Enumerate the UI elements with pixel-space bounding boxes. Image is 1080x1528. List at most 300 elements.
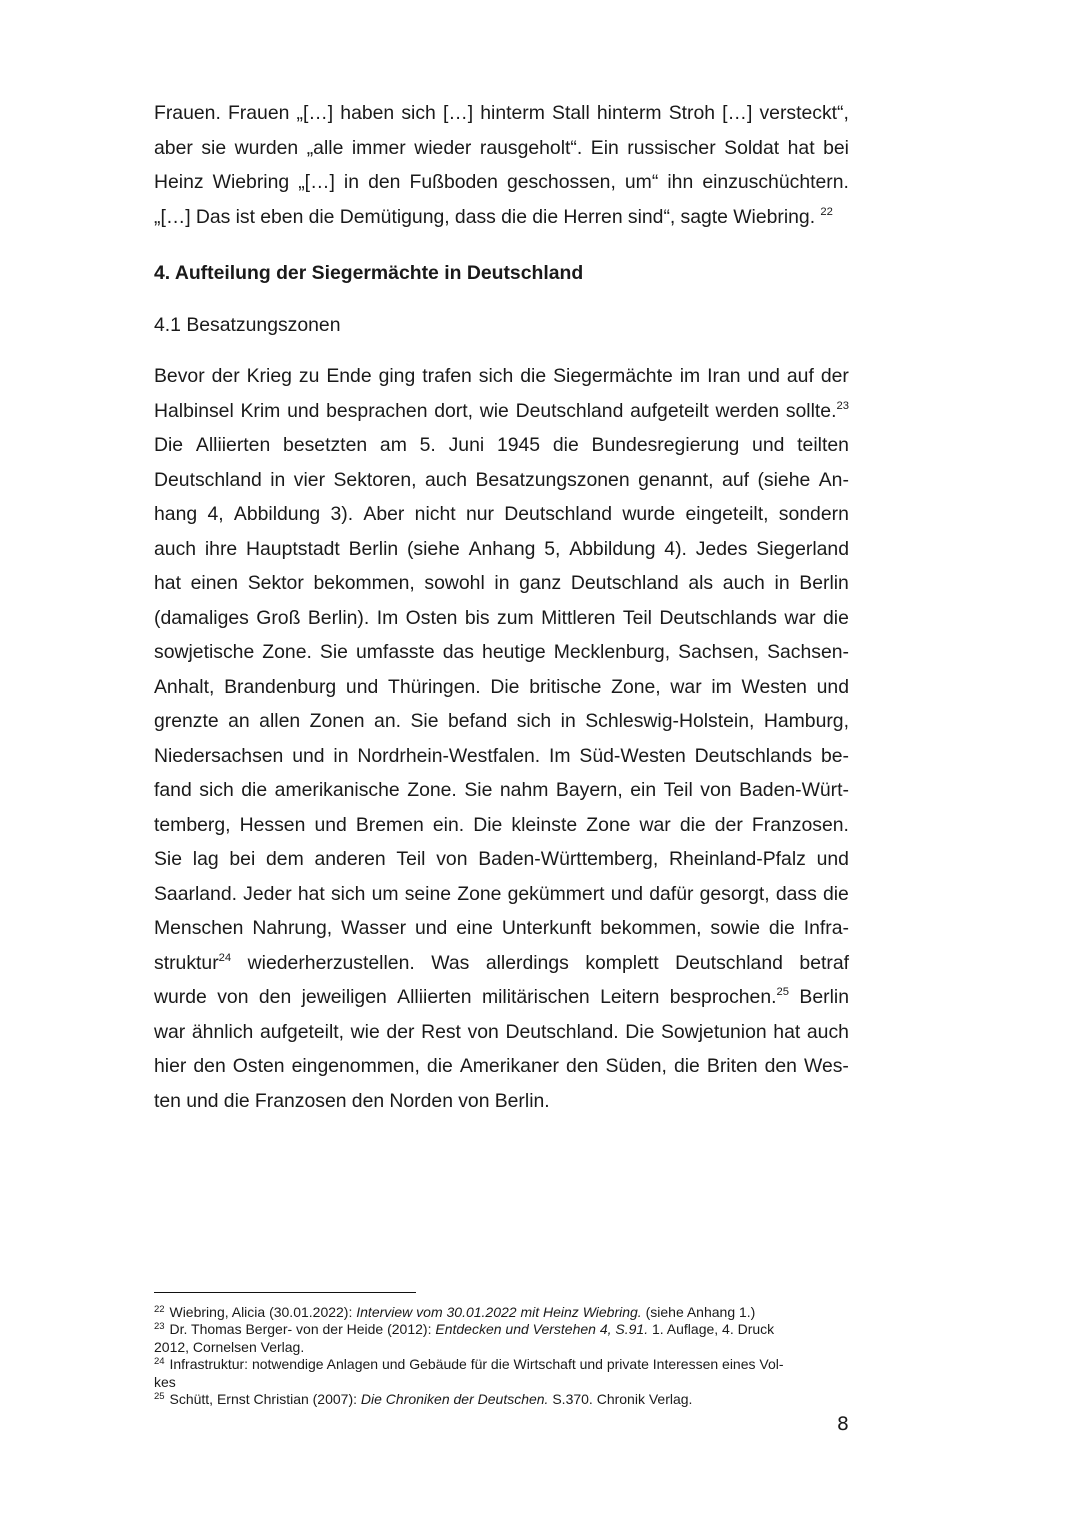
word: die — [822, 882, 849, 905]
word: und — [816, 675, 849, 698]
word: war — [784, 606, 816, 629]
word: Westen — [741, 675, 807, 698]
text-line — [154, 739, 849, 774]
word: besprochen. — [669, 986, 777, 1008]
word: Deutschland — [570, 572, 679, 594]
word: und — [610, 882, 644, 905]
word: aufgeteilt — [630, 399, 709, 422]
word: dass — [454, 205, 496, 228]
footnote-ref: 25 — [776, 986, 790, 999]
word: versteckt“, — [759, 102, 849, 124]
word: Teil — [622, 606, 652, 629]
word: zum — [497, 606, 534, 629]
word: im — [679, 365, 701, 387]
word: „alle — [306, 136, 344, 159]
word: Wasser — [341, 917, 407, 939]
word: und — [345, 675, 379, 698]
word: eine — [456, 917, 493, 939]
word: 5. — [419, 434, 436, 456]
word: die — [768, 917, 795, 939]
word: wie — [350, 1020, 380, 1043]
word: Nordrhein-Westfalen. — [357, 744, 541, 767]
word: wurden — [234, 136, 299, 159]
word: ihre — [204, 537, 238, 560]
word: Sektor — [247, 572, 304, 594]
word: komplett — [585, 951, 659, 974]
word: Thüringen. — [387, 675, 481, 698]
word: sagte — [680, 205, 728, 228]
word: britische — [529, 675, 602, 698]
word: Deutschland — [515, 399, 624, 422]
word: auf — [722, 468, 749, 491]
word: temberg, — [154, 813, 231, 836]
word: auch — [154, 537, 197, 560]
word: allerdings — [485, 951, 569, 974]
word: im — [711, 675, 732, 698]
word: „[…] — [154, 205, 191, 228]
text-line — [154, 359, 849, 394]
word: Bevor — [154, 365, 205, 387]
word: um“ — [624, 171, 659, 193]
word: (siehe — [757, 468, 811, 491]
word: sich — [401, 102, 436, 124]
word: sie — [201, 136, 227, 159]
word: Berlin. — [494, 1089, 550, 1112]
word: 5, — [544, 537, 561, 560]
word: wie — [479, 399, 509, 422]
word: Nahrung, — [252, 917, 333, 939]
word: besprachen — [326, 399, 428, 422]
word: befand — [447, 710, 508, 732]
word: amerikanische — [274, 779, 400, 801]
word: Anhalt, — [154, 675, 215, 698]
word: 4). — [664, 537, 687, 560]
word: Abbildung — [233, 503, 321, 525]
word: sondern — [778, 503, 849, 525]
word: sowohl — [424, 572, 485, 594]
word: militärischen — [481, 986, 590, 1008]
word: auch — [806, 1020, 849, 1043]
word: bei — [229, 848, 256, 870]
word: dafür — [649, 882, 694, 905]
word: Sektoren, — [333, 468, 417, 491]
word: Unterkunft — [501, 917, 592, 939]
text-line — [154, 200, 849, 235]
word: Deutschland — [154, 468, 262, 491]
word: Amerikaner — [459, 1055, 559, 1077]
word: die — [426, 1055, 453, 1077]
word: Im — [376, 606, 399, 629]
text-line — [154, 566, 849, 601]
word: Abbildung — [569, 537, 656, 560]
word: ein. — [432, 813, 465, 836]
text-line — [154, 165, 849, 200]
word: werden — [715, 399, 780, 422]
text-line — [154, 946, 849, 981]
word: dort, — [434, 399, 474, 422]
footnote-number: 24 — [154, 1355, 165, 1367]
word: rausgeholt“. — [479, 136, 583, 159]
text-line — [154, 1015, 849, 1050]
word: teilten — [797, 434, 849, 456]
word: und — [287, 399, 320, 422]
word: nur — [465, 503, 494, 525]
word: Ein — [590, 136, 619, 159]
word: fand — [154, 779, 192, 801]
footnote-number: 23 — [154, 1321, 165, 1333]
word: Iran — [707, 365, 741, 387]
word: eingenommen, — [291, 1055, 420, 1077]
word: Stall — [552, 102, 590, 124]
paragraph-1 — [154, 96, 849, 234]
word: einen — [190, 572, 239, 594]
footnote-25: $^{25}$ Schütt, Ernst Christian (2007): Die Chroniken der Deutschen. S.370. Chronik Verlag. — [154, 1390, 693, 1408]
word: sich — [330, 882, 366, 905]
word: Das — [195, 205, 231, 228]
word: auf — [786, 365, 814, 387]
word: Wes- — [804, 1055, 849, 1077]
text-line — [154, 463, 849, 498]
word: zu — [298, 365, 320, 387]
word: Bundesregierung — [591, 434, 740, 456]
word: in — [343, 171, 359, 193]
word: russischer — [627, 136, 716, 159]
word: Groß — [256, 606, 301, 629]
word: die — [679, 813, 706, 836]
text-line — [154, 394, 849, 429]
word: Die — [473, 813, 503, 836]
word: Zone. — [262, 641, 312, 663]
word: wurde — [622, 503, 676, 525]
word: Deutschland — [504, 503, 613, 525]
word: „[…] — [296, 102, 334, 124]
text-line — [154, 601, 849, 636]
word: gekümmert — [507, 882, 605, 905]
word: Berlin — [799, 572, 849, 594]
footnote-number: 25 — [154, 1390, 165, 1402]
word: das — [442, 641, 474, 663]
page-body — [154, 96, 849, 1118]
word: Zone — [586, 813, 631, 836]
word: als — [688, 572, 714, 594]
word: und — [816, 848, 849, 870]
word: und — [747, 365, 780, 387]
word: Teil — [396, 848, 426, 870]
footnote-ref: 22 — [820, 205, 833, 218]
word: (siehe — [406, 537, 460, 560]
word: An- — [818, 468, 849, 491]
text-line — [154, 1049, 849, 1084]
word: aufgeteilt, — [259, 1020, 345, 1043]
word: Infra- — [803, 917, 849, 939]
word: die — [308, 205, 335, 228]
word: war — [670, 675, 702, 698]
word-with-ref — [733, 200, 833, 235]
word: Halbinsel — [154, 399, 234, 422]
word: jeweiligen — [301, 986, 387, 1008]
word: Sachsen, — [678, 641, 760, 663]
text-line — [154, 670, 849, 705]
text-line — [154, 842, 849, 877]
word: trafen — [422, 365, 472, 387]
word: bei — [823, 136, 849, 159]
word: die — [552, 434, 579, 456]
word: in — [270, 468, 286, 491]
word: Brandenburg — [224, 675, 337, 698]
word: Die — [490, 675, 520, 698]
footnotes — [154, 1304, 849, 1408]
word: Norden — [389, 1089, 453, 1112]
word: hier — [154, 1055, 187, 1077]
word: und — [752, 434, 785, 456]
word: struktur — [154, 951, 219, 974]
text-line — [154, 428, 849, 463]
text-line — [154, 497, 849, 532]
word: den — [351, 1089, 385, 1112]
word: Saarland. — [154, 882, 238, 905]
footnote-separator — [154, 1292, 416, 1293]
text-line — [154, 808, 849, 843]
word: die — [501, 205, 527, 228]
word: immer — [351, 136, 406, 159]
word: Alliierten — [397, 986, 472, 1008]
word: 3). — [330, 503, 354, 525]
word: bekommen, — [600, 917, 702, 939]
word: Mecklenburg, — [553, 641, 671, 663]
word: betraf — [799, 951, 849, 974]
text-line — [154, 704, 849, 739]
word: Herren — [563, 205, 623, 228]
word: 4, — [207, 503, 224, 525]
word: Deutschland — [675, 951, 783, 974]
word: und — [186, 1089, 219, 1112]
word: der — [386, 1020, 415, 1043]
word: und — [414, 917, 448, 939]
word: in — [494, 572, 510, 594]
word: dem — [266, 848, 304, 870]
word: den — [193, 1055, 226, 1077]
page-number: 8 — [836, 1413, 849, 1435]
text-line — [154, 773, 849, 808]
word: die — [241, 779, 268, 801]
word: Hamburg, — [763, 710, 849, 732]
word: war — [154, 1020, 186, 1043]
word: Süd-Westen — [579, 744, 686, 767]
text-line — [154, 911, 849, 946]
word: Stroh — [668, 102, 716, 124]
word: Franzosen — [254, 1089, 347, 1112]
word: Deutschlands — [694, 744, 813, 767]
word: und — [314, 813, 347, 836]
word: den — [566, 1055, 599, 1077]
paragraph-2 — [154, 359, 849, 1118]
word: sich — [478, 365, 514, 387]
word: Heinz — [154, 171, 204, 193]
footnote-24: $^{24}$ Infrastruktur: notwendige Anlagen und Gebäude für die Wirtschaft und private Interessen eines Vol- kes — [154, 1355, 784, 1390]
word: anderen — [314, 848, 386, 870]
word: am — [379, 434, 407, 456]
word: aber — [154, 136, 193, 159]
word: Frauen — [227, 102, 290, 124]
word: Schleswig-Holstein, — [585, 710, 755, 732]
word: haben — [340, 102, 395, 124]
word: in — [774, 572, 790, 594]
word: Mittleren — [541, 606, 616, 629]
word: sollte. — [785, 399, 837, 422]
word: wieder — [414, 136, 472, 159]
word: Die — [154, 434, 184, 456]
footnote-ref: 23 — [836, 399, 849, 412]
word: „[…] — [298, 171, 335, 193]
word: Anhang — [468, 537, 536, 560]
word: Was — [431, 951, 470, 974]
word: Teil — [663, 779, 693, 801]
word: kleinste — [511, 813, 578, 836]
word: Bremen — [355, 813, 424, 836]
word: hat — [154, 572, 181, 594]
word: einzuschüchtern. — [702, 171, 849, 193]
word: an. — [374, 710, 401, 732]
word: umfasste — [356, 641, 435, 663]
word: die — [520, 365, 547, 387]
word: Siegermächte — [553, 365, 673, 387]
word: vier — [293, 468, 326, 491]
word: Briten — [706, 1055, 758, 1077]
word: […] — [722, 102, 753, 124]
text-line — [154, 635, 849, 670]
word: Osten — [232, 1055, 285, 1077]
word: Wiebring. — [733, 205, 816, 228]
word: Krim — [240, 399, 281, 422]
text-line — [154, 131, 849, 166]
word: die — [673, 1055, 700, 1077]
word: Im — [549, 744, 571, 767]
word: den — [368, 171, 401, 193]
text-line — [154, 877, 849, 912]
word: sowjetische — [154, 641, 255, 663]
word: Sie — [410, 710, 439, 732]
word: von — [436, 848, 468, 870]
footnote-number: 22 — [154, 1303, 165, 1315]
word: Sie — [464, 779, 493, 801]
word: Alliierten — [195, 434, 271, 456]
word: allen — [259, 710, 301, 732]
word: Sachsen- — [767, 641, 849, 663]
word: Soldat — [724, 136, 780, 159]
word: die — [223, 1089, 250, 1112]
word: sind“, — [627, 205, 676, 228]
word: nahm — [499, 779, 549, 801]
word: Deutschlands — [659, 606, 777, 629]
word: Siegerland — [756, 537, 849, 560]
footnote-ref: 24 — [218, 951, 232, 964]
text-line — [154, 1084, 849, 1119]
word: Franzosen. — [751, 813, 849, 836]
word: 1945 — [496, 434, 541, 456]
word: Hauptstadt — [246, 537, 340, 560]
word: Zone. — [407, 779, 457, 801]
word: hinterm — [480, 102, 545, 124]
word: den — [258, 986, 292, 1008]
word: auch — [722, 572, 765, 594]
word: Zone — [457, 882, 502, 905]
word: Aber — [363, 503, 405, 525]
word: eingeteilt, — [685, 503, 769, 525]
word: (damaliges — [154, 606, 249, 629]
word: lag — [192, 848, 219, 870]
word: Fußboden — [409, 171, 498, 193]
text-line — [154, 980, 849, 1015]
footnote-23: $^{23}$ Dr. Thomas Berger- von der Heide (2012): Entdecken und Verstehen 4, S.91. 1. Auflage, 4. Druck 2012, Cornelsen Verlag. — [154, 1321, 775, 1355]
word: genannt, — [638, 468, 714, 491]
word: Jedes — [695, 537, 748, 560]
word: der — [211, 365, 240, 387]
word: Bayern, — [555, 779, 623, 801]
word: Berlin). — [307, 606, 370, 629]
word: Rheinland-Pfalz — [668, 848, 806, 870]
word: Leitern — [600, 986, 660, 1008]
word: Berlin — [348, 537, 399, 560]
word-with-ref — [154, 946, 231, 981]
word: Demütigung, — [339, 205, 450, 228]
word: in — [333, 744, 349, 767]
word: den — [764, 1055, 797, 1077]
word: heutige — [482, 641, 546, 663]
word: ist — [235, 205, 255, 228]
text-line — [154, 96, 849, 131]
text-line — [154, 532, 849, 567]
word: sich — [199, 779, 234, 801]
word: auch — [424, 468, 468, 491]
word: Osten — [405, 606, 458, 629]
word: der — [714, 813, 743, 836]
word: besetzten — [283, 434, 368, 456]
section-heading: 4. Aufteilung der Siegermächte in Deutschland — [154, 262, 584, 284]
word: […] — [442, 102, 474, 124]
word: hat — [787, 136, 815, 159]
word: Rest — [421, 1020, 461, 1043]
word: in — [560, 710, 576, 732]
word: be- — [820, 744, 849, 767]
word-with-ref — [786, 394, 849, 429]
word: hat — [297, 882, 325, 905]
word: Die — [625, 1020, 655, 1043]
word: Menschen — [154, 917, 244, 939]
word: ihn — [667, 171, 694, 193]
footnote-22: $^{22}$ Wiebring, Alicia (30.01.2022): Interview vom 30.01.2022 mit Heinz Wiebring. (siehe Anhang 1.) — [154, 1303, 756, 1320]
word: wurde — [154, 986, 207, 1008]
word: von — [458, 1089, 490, 1112]
word: gesorgt, — [699, 882, 770, 905]
word: hinterm — [596, 102, 662, 124]
word: Frauen. — [154, 102, 221, 124]
word: Juni — [448, 434, 485, 456]
word: hat — [773, 1020, 801, 1043]
word: Sowjetunion — [661, 1020, 767, 1043]
word: war — [639, 813, 671, 836]
word: von — [217, 986, 249, 1008]
word-with-ref — [670, 980, 789, 1015]
word: sich — [516, 710, 552, 732]
word: Sie — [319, 641, 348, 663]
word: geschossen, — [506, 171, 616, 193]
word: Süden, — [605, 1055, 667, 1077]
word: ging — [378, 365, 416, 387]
word: um — [371, 882, 399, 905]
word: der — [820, 365, 849, 387]
word: Baden-Würt- — [739, 779, 849, 801]
word: ähnlich — [191, 1020, 254, 1043]
